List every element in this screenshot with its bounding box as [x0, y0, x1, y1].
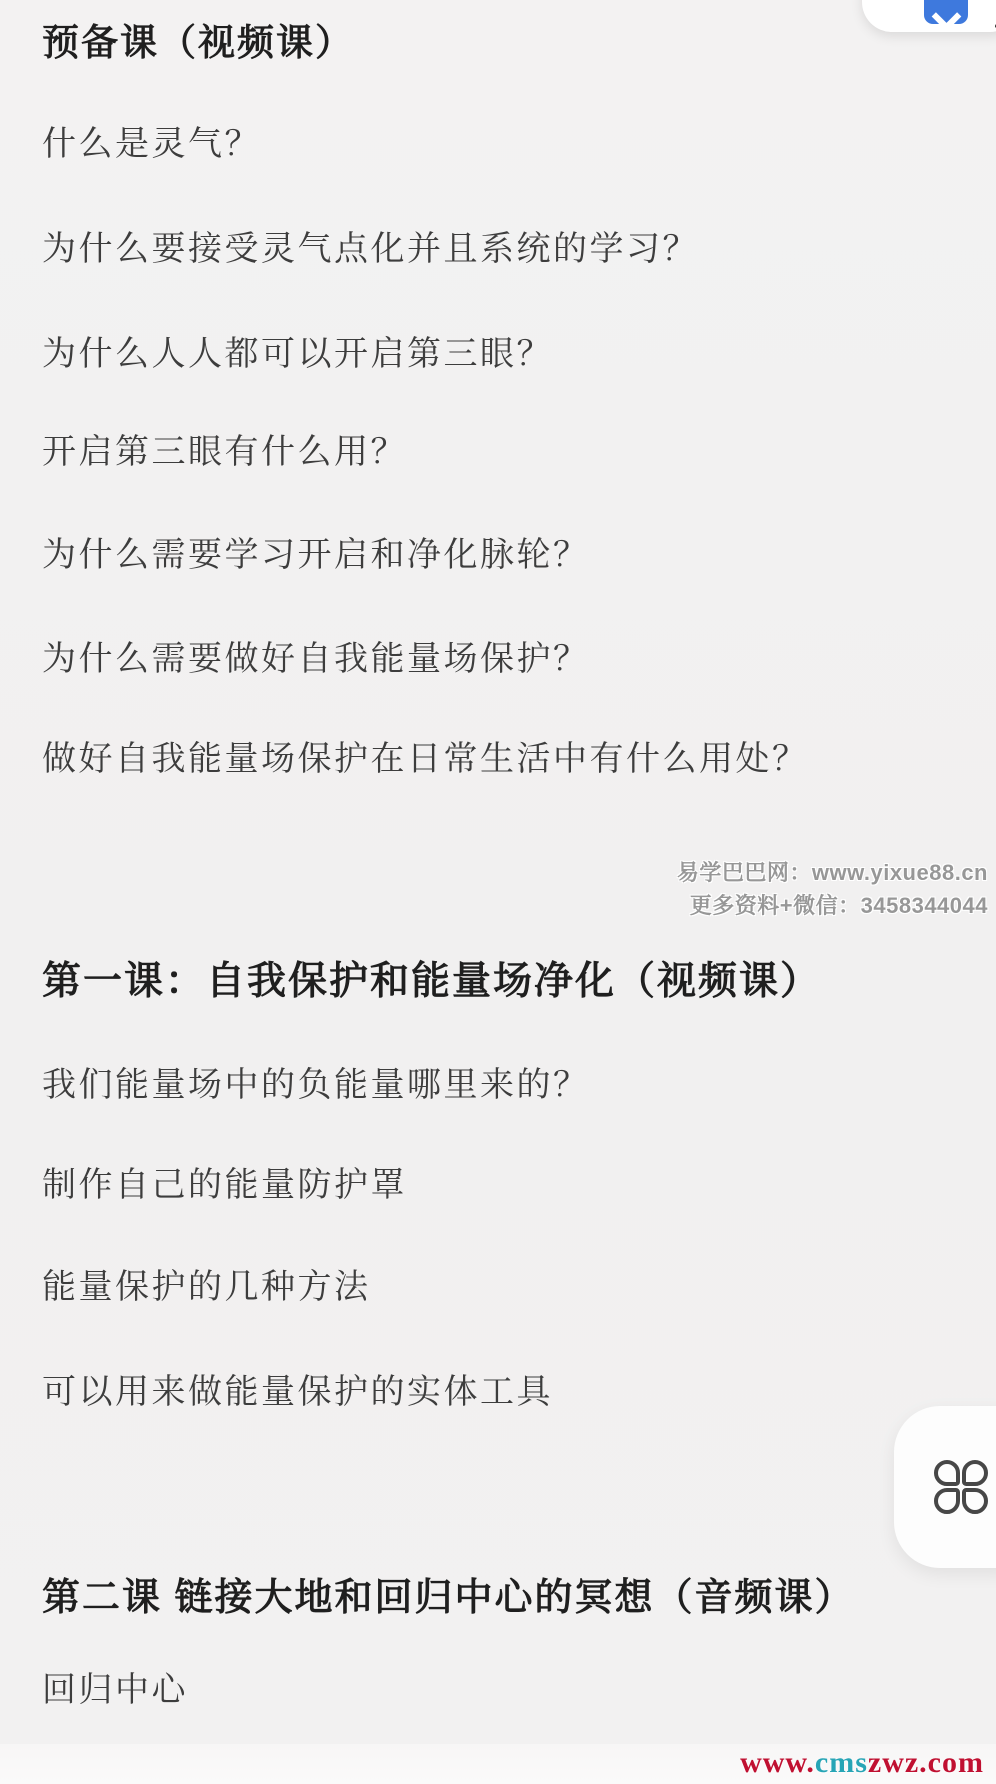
footer-watermark-www: www. [740, 1746, 815, 1779]
footer-watermark-cms: cms [814, 1746, 868, 1779]
clover-petal [962, 1460, 988, 1486]
footer-watermark [740, 1746, 984, 1780]
section2-line-1: 我们能量场中的负能量哪里来的？ [42, 1066, 590, 1104]
section2-heading: 第一课：自我保护和能量场净化（视频课） [42, 960, 822, 1003]
section1-line-4: 开启第三眼有什么用？ [42, 433, 407, 471]
section1-line-5: 为什么需要学习开启和净化脉轮？ [42, 536, 590, 574]
site-watermark-contact: 更多资料+微信：3458344044 [689, 893, 988, 918]
section1-line-6: 为什么需要做好自我能量场保护？ [42, 640, 590, 678]
site-watermark-url: 易学巴巴网：www.yixue88.cn [676, 860, 988, 885]
clover-petal [934, 1488, 960, 1514]
chevron-down-icon [932, 2, 962, 32]
section1-line-7: 做好自我能量场保护在日常生活中有什么用处？ [42, 740, 809, 778]
section1-heading: 预备课（视频课） [42, 22, 354, 63]
section3-line-1: 回归中心 [42, 1671, 188, 1709]
site-watermark [677, 856, 988, 922]
floating-clover-button[interactable] [894, 1406, 996, 1568]
section2-line-4: 可以用来做能量保护的实体工具 [42, 1373, 553, 1411]
section1-line-2: 为什么要接受灵气点化并且系统的学习？ [42, 230, 699, 268]
clover-petal [962, 1488, 988, 1514]
top-right-floating-card[interactable] [862, 0, 996, 32]
download-badge[interactable] [924, 0, 968, 24]
clover-petal [934, 1460, 960, 1486]
section2-line-3: 能量保护的几种方法 [42, 1268, 371, 1306]
section2-line-2: 制作自己的能量防护罩 [42, 1166, 407, 1204]
clover-icon [934, 1460, 990, 1516]
section1-line-3: 为什么人人都可以开启第三眼？ [42, 335, 553, 373]
section1-line-1: 什么是灵气？ [42, 125, 261, 163]
section3-heading: 第二课 链接大地和回归中心的冥想（音频课） [42, 1577, 855, 1619]
footer-watermark-zwz: zwz.com [867, 1746, 984, 1779]
